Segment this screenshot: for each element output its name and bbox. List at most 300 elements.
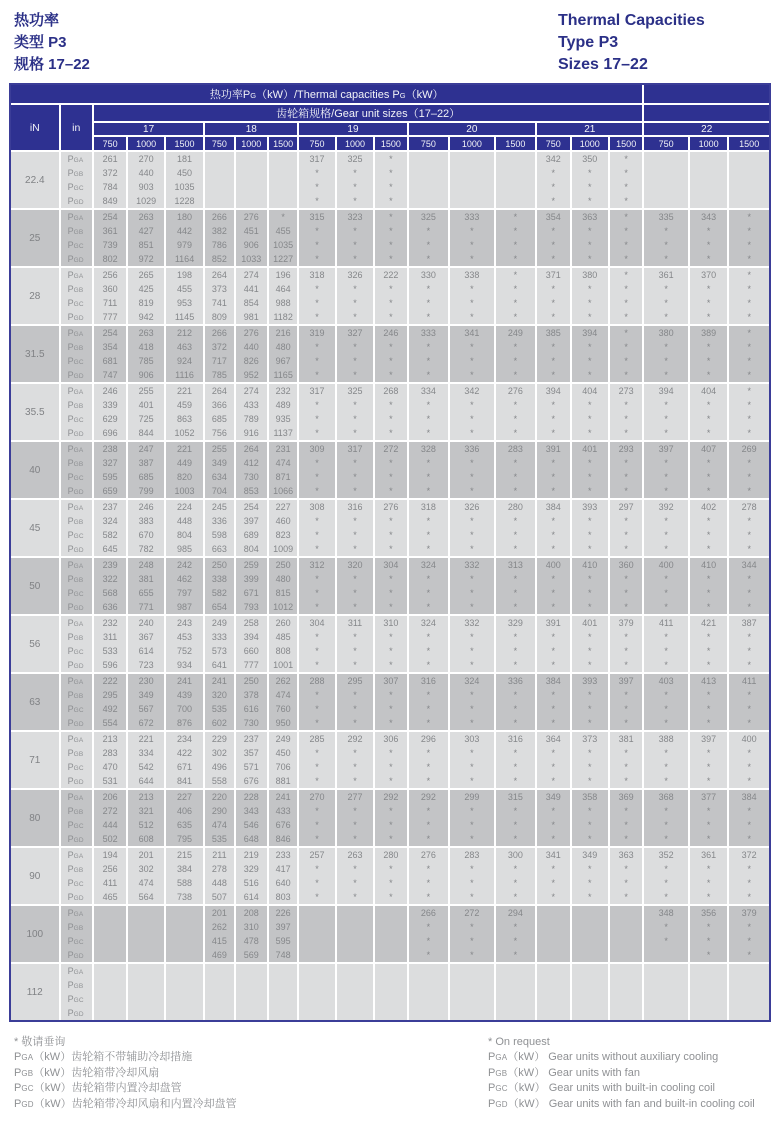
on-request-cell: * bbox=[689, 600, 728, 615]
on-request-cell: * bbox=[571, 368, 609, 383]
empty-cell bbox=[268, 978, 298, 992]
empty-cell bbox=[689, 194, 728, 209]
empty-cell bbox=[268, 1006, 298, 1020]
on-request-cell: * bbox=[408, 688, 449, 702]
row-label: PGB bbox=[60, 920, 93, 934]
value-cell: 573 bbox=[204, 644, 234, 658]
gear-sizes-blank-cell bbox=[643, 104, 769, 122]
on-request-cell: * bbox=[408, 514, 449, 528]
table-row-28-PGD bbox=[11, 310, 769, 325]
value-cell: 571 bbox=[235, 760, 268, 774]
on-request-cell: * bbox=[728, 702, 769, 716]
on-request-cell: * bbox=[609, 876, 643, 890]
on-request-cell: * bbox=[728, 818, 769, 832]
table-row-90-PGA bbox=[11, 847, 769, 862]
table-body bbox=[11, 151, 769, 1020]
value-cell: 316 bbox=[408, 673, 449, 688]
value-cell: 201 bbox=[127, 847, 164, 862]
empty-cell bbox=[374, 948, 407, 963]
value-cell: 358 bbox=[571, 789, 609, 804]
on-request-cell: * bbox=[495, 658, 536, 673]
table-row-56-PGB bbox=[11, 630, 769, 644]
empty-cell bbox=[495, 992, 536, 1006]
value-cell: 672 bbox=[127, 716, 164, 731]
on-request-cell: * bbox=[728, 890, 769, 905]
empty-cell bbox=[449, 151, 495, 166]
on-request-cell: * bbox=[336, 862, 374, 876]
empty-cell bbox=[336, 1006, 374, 1020]
footnote-line: PGB（kW）齿轮箱带冷却风扇 bbox=[14, 1066, 160, 1079]
value-cell: 384 bbox=[728, 789, 769, 804]
empty-cell bbox=[728, 978, 769, 992]
on-request-cell: * bbox=[689, 514, 728, 528]
row-label: PGA bbox=[60, 209, 93, 224]
table-row-71-PGC bbox=[11, 760, 769, 774]
value-cell: 311 bbox=[93, 630, 127, 644]
empty-cell bbox=[235, 180, 268, 194]
empty-cell bbox=[536, 978, 570, 992]
value-cell: 352 bbox=[643, 847, 689, 862]
speed-header-row bbox=[11, 136, 769, 151]
on-request-cell: * bbox=[449, 528, 495, 542]
empty-cell bbox=[374, 905, 407, 920]
empty-cell bbox=[609, 1006, 643, 1020]
value-cell: 777 bbox=[93, 310, 127, 325]
value-cell: 332 bbox=[449, 615, 495, 630]
on-request-cell: * bbox=[374, 180, 407, 194]
value-cell: 1035 bbox=[268, 238, 298, 252]
on-request-cell: * bbox=[571, 354, 609, 368]
empty-cell bbox=[268, 194, 298, 209]
on-request-cell: * bbox=[495, 890, 536, 905]
value-cell: 723 bbox=[127, 658, 164, 673]
value-cell: 410 bbox=[689, 557, 728, 572]
on-request-cell: * bbox=[689, 572, 728, 586]
ratio-cell: 112 bbox=[11, 963, 60, 1020]
table-row-45-PGC bbox=[11, 528, 769, 542]
row-label: PGC bbox=[60, 238, 93, 252]
value-cell: 433 bbox=[268, 804, 298, 818]
on-request-cell: * bbox=[374, 224, 407, 238]
value-cell: 254 bbox=[93, 209, 127, 224]
empty-cell bbox=[643, 194, 689, 209]
table-row-100-PGA bbox=[11, 905, 769, 920]
on-request-cell: * bbox=[728, 456, 769, 470]
empty-cell bbox=[268, 180, 298, 194]
value-cell: 219 bbox=[235, 847, 268, 862]
value-cell: 950 bbox=[268, 716, 298, 731]
on-request-cell: * bbox=[571, 688, 609, 702]
title-line-en-1: Thermal Capacities bbox=[558, 12, 705, 29]
value-cell: 480 bbox=[268, 340, 298, 354]
value-cell: 338 bbox=[204, 572, 234, 586]
row-label: PGD bbox=[60, 774, 93, 789]
value-cell: 304 bbox=[374, 557, 407, 572]
value-cell: 246 bbox=[374, 325, 407, 340]
value-cell: 826 bbox=[235, 354, 268, 368]
value-cell: 401 bbox=[571, 615, 609, 630]
on-request-cell: * bbox=[408, 412, 449, 426]
on-request-cell: * bbox=[495, 934, 536, 948]
value-cell: 262 bbox=[204, 920, 234, 934]
on-request-cell: * bbox=[609, 760, 643, 774]
row-label: PGC bbox=[60, 180, 93, 194]
empty-cell bbox=[689, 166, 728, 180]
on-request-cell: * bbox=[571, 282, 609, 296]
value-cell: 535 bbox=[204, 832, 234, 847]
on-request-cell: * bbox=[643, 310, 689, 325]
on-request-cell: * bbox=[536, 644, 570, 658]
value-cell: 249 bbox=[495, 325, 536, 340]
value-cell: 315 bbox=[495, 789, 536, 804]
value-cell: 644 bbox=[127, 774, 164, 789]
on-request-cell: * bbox=[336, 238, 374, 252]
on-request-cell: * bbox=[689, 542, 728, 557]
footnote-line: PGA（kW）齿轮箱不带辅助冷却措施 bbox=[14, 1051, 193, 1063]
value-cell: 372 bbox=[728, 847, 769, 862]
value-cell: 369 bbox=[609, 789, 643, 804]
on-request-cell: * bbox=[571, 514, 609, 528]
value-cell: 608 bbox=[127, 832, 164, 847]
empty-cell bbox=[689, 180, 728, 194]
on-request-cell: * bbox=[298, 832, 335, 847]
empty-cell bbox=[268, 963, 298, 978]
value-cell: 820 bbox=[165, 470, 204, 484]
on-request-cell: * bbox=[536, 600, 570, 615]
on-request-cell: * bbox=[408, 572, 449, 586]
on-request-cell: * bbox=[495, 630, 536, 644]
value-cell: 655 bbox=[127, 586, 164, 600]
on-request-cell: * bbox=[571, 194, 609, 209]
footnote-note: * 敬请垂询 bbox=[14, 1036, 66, 1048]
on-request-cell: * bbox=[298, 600, 335, 615]
on-request-cell: * bbox=[571, 572, 609, 586]
on-request-cell: * bbox=[728, 398, 769, 412]
on-request-cell: * bbox=[643, 586, 689, 600]
empty-cell bbox=[235, 992, 268, 1006]
on-request-cell: * bbox=[298, 876, 335, 890]
value-cell: 303 bbox=[449, 731, 495, 746]
empty-cell bbox=[408, 978, 449, 992]
empty-cell bbox=[689, 151, 728, 166]
on-request-cell: * bbox=[408, 470, 449, 484]
table-row-56-PGA bbox=[11, 615, 769, 630]
value-cell: 349 bbox=[204, 456, 234, 470]
value-cell: 325 bbox=[408, 209, 449, 224]
on-request-cell: * bbox=[536, 224, 570, 238]
on-request-cell: * bbox=[336, 644, 374, 658]
on-request-cell: * bbox=[449, 296, 495, 310]
on-request-cell: * bbox=[336, 658, 374, 673]
value-cell: 952 bbox=[235, 368, 268, 383]
on-request-cell: * bbox=[571, 862, 609, 876]
empty-cell bbox=[93, 920, 127, 934]
value-cell: 685 bbox=[204, 412, 234, 426]
value-cell: 241 bbox=[204, 673, 234, 688]
value-cell: 274 bbox=[235, 267, 268, 282]
value-cell: 397 bbox=[268, 920, 298, 934]
value-cell: 418 bbox=[127, 340, 164, 354]
value-cell: 863 bbox=[165, 412, 204, 426]
empty-cell bbox=[495, 194, 536, 209]
value-cell: 290 bbox=[204, 804, 234, 818]
value-cell: 276 bbox=[374, 499, 407, 514]
on-request-cell: * bbox=[643, 426, 689, 441]
value-cell: 659 bbox=[93, 484, 127, 499]
on-request-cell: * bbox=[336, 166, 374, 180]
row-label: PGC bbox=[60, 818, 93, 832]
on-request-cell: * bbox=[449, 746, 495, 760]
value-cell: 406 bbox=[165, 804, 204, 818]
on-request-cell: * bbox=[536, 862, 570, 876]
value-cell: 564 bbox=[127, 890, 164, 905]
value-cell: 671 bbox=[235, 586, 268, 600]
value-cell: 906 bbox=[235, 238, 268, 252]
value-cell: 462 bbox=[165, 572, 204, 586]
value-cell: 412 bbox=[235, 456, 268, 470]
empty-cell bbox=[449, 166, 495, 180]
on-request-cell: * bbox=[495, 804, 536, 818]
on-request-cell: * bbox=[609, 542, 643, 557]
gear-sizes-row bbox=[11, 104, 769, 122]
value-cell: 516 bbox=[235, 876, 268, 890]
value-cell: 448 bbox=[204, 876, 234, 890]
value-cell: 568 bbox=[93, 586, 127, 600]
value-cell: 415 bbox=[204, 934, 234, 948]
value-cell: 245 bbox=[204, 499, 234, 514]
value-cell: 302 bbox=[127, 862, 164, 876]
value-cell: 263 bbox=[336, 847, 374, 862]
value-cell: 636 bbox=[93, 600, 127, 615]
empty-cell bbox=[609, 934, 643, 948]
row-label: PGB bbox=[60, 978, 93, 992]
on-request-cell: * bbox=[571, 746, 609, 760]
table-row-31.5-PGB bbox=[11, 340, 769, 354]
value-cell: 400 bbox=[643, 557, 689, 572]
value-cell: 394 bbox=[235, 630, 268, 644]
on-request-cell: * bbox=[689, 876, 728, 890]
value-cell: 756 bbox=[204, 426, 234, 441]
table-row-45-PGA bbox=[11, 499, 769, 514]
empty-cell bbox=[268, 992, 298, 1006]
value-cell: 221 bbox=[165, 441, 204, 456]
on-request-cell: * bbox=[495, 774, 536, 789]
on-request-cell: * bbox=[449, 862, 495, 876]
on-request-cell: * bbox=[298, 760, 335, 774]
on-request-cell: * bbox=[449, 252, 495, 267]
value-cell: 255 bbox=[204, 441, 234, 456]
on-request-cell: * bbox=[495, 456, 536, 470]
on-request-cell: * bbox=[609, 716, 643, 731]
on-request-cell: * bbox=[689, 920, 728, 934]
value-cell: 823 bbox=[268, 528, 298, 542]
value-cell: 442 bbox=[165, 224, 204, 238]
value-cell: 384 bbox=[536, 673, 570, 688]
row-label: PGD bbox=[60, 600, 93, 615]
empty-cell bbox=[495, 166, 536, 180]
on-request-cell: * bbox=[728, 296, 769, 310]
empty-cell bbox=[536, 992, 570, 1006]
value-cell: 215 bbox=[165, 847, 204, 862]
empty-cell bbox=[93, 948, 127, 963]
value-cell: 397 bbox=[643, 441, 689, 456]
value-cell: 852 bbox=[204, 252, 234, 267]
on-request-cell: * bbox=[374, 166, 407, 180]
on-request-cell: * bbox=[449, 644, 495, 658]
table-row-56-PGD bbox=[11, 658, 769, 673]
value-cell: 786 bbox=[204, 238, 234, 252]
row-label: PGB bbox=[60, 514, 93, 528]
value-cell: 450 bbox=[268, 746, 298, 760]
value-cell: 629 bbox=[93, 412, 127, 426]
empty-cell bbox=[536, 963, 570, 978]
on-request-cell: * bbox=[536, 760, 570, 774]
empty-cell bbox=[536, 905, 570, 920]
value-cell: 198 bbox=[165, 267, 204, 282]
value-cell: 881 bbox=[268, 774, 298, 789]
on-request-cell: * bbox=[374, 818, 407, 832]
on-request-cell: * bbox=[571, 658, 609, 673]
on-request-cell: * bbox=[728, 368, 769, 383]
on-request-cell: * bbox=[298, 194, 335, 209]
value-cell: 318 bbox=[408, 499, 449, 514]
table-row-80-PGB bbox=[11, 804, 769, 818]
value-cell: 397 bbox=[689, 731, 728, 746]
value-cell: 841 bbox=[165, 774, 204, 789]
value-cell: 308 bbox=[298, 499, 335, 514]
value-cell: 332 bbox=[449, 557, 495, 572]
value-cell: 916 bbox=[235, 426, 268, 441]
on-request-cell: * bbox=[643, 630, 689, 644]
empty-cell bbox=[336, 948, 374, 963]
on-request-cell: * bbox=[374, 528, 407, 542]
row-label: PGA bbox=[60, 789, 93, 804]
speed-header-21-1500: 1500 bbox=[609, 136, 643, 151]
value-cell: 180 bbox=[165, 209, 204, 224]
on-request-cell: * bbox=[495, 484, 536, 499]
on-request-cell: * bbox=[609, 426, 643, 441]
value-cell: 985 bbox=[165, 542, 204, 557]
value-cell: 463 bbox=[165, 340, 204, 354]
on-request-cell: * bbox=[336, 818, 374, 832]
on-request-cell: * bbox=[374, 644, 407, 658]
value-cell: 300 bbox=[495, 847, 536, 862]
value-cell: 360 bbox=[609, 557, 643, 572]
speed-header-18-1000: 1000 bbox=[235, 136, 268, 151]
value-cell: 294 bbox=[495, 905, 536, 920]
empty-cell bbox=[235, 194, 268, 209]
value-cell: 558 bbox=[204, 774, 234, 789]
on-request-cell: * bbox=[298, 702, 335, 716]
value-cell: 388 bbox=[643, 731, 689, 746]
row-label: PGB bbox=[60, 224, 93, 238]
on-request-cell: * bbox=[609, 238, 643, 252]
on-request-cell: * bbox=[728, 658, 769, 673]
footnote-line: PGC（kW）齿轮箱带内置冷却盘管 bbox=[14, 1082, 182, 1094]
on-request-cell: * bbox=[408, 948, 449, 963]
on-request-cell: * bbox=[689, 426, 728, 441]
table-row-71-PGA bbox=[11, 731, 769, 746]
ratio-cell: 80 bbox=[11, 789, 60, 847]
on-request-cell: * bbox=[495, 514, 536, 528]
value-cell: 296 bbox=[408, 731, 449, 746]
row-label: PGA bbox=[60, 847, 93, 862]
on-request-cell: * bbox=[609, 586, 643, 600]
table-row-45-PGD bbox=[11, 542, 769, 557]
on-request-cell: * bbox=[495, 818, 536, 832]
value-cell: 784 bbox=[93, 180, 127, 194]
value-cell: 212 bbox=[165, 325, 204, 340]
empty-cell bbox=[449, 194, 495, 209]
value-cell: 569 bbox=[235, 948, 268, 963]
on-request-cell: * bbox=[374, 572, 407, 586]
on-request-cell: * bbox=[536, 282, 570, 296]
on-request-cell: * bbox=[336, 760, 374, 774]
value-cell: 474 bbox=[268, 688, 298, 702]
on-request-cell: * bbox=[298, 688, 335, 702]
on-request-cell: * bbox=[298, 514, 335, 528]
value-cell: 221 bbox=[127, 731, 164, 746]
on-request-cell: * bbox=[643, 862, 689, 876]
value-cell: 241 bbox=[165, 673, 204, 688]
on-request-cell: * bbox=[728, 600, 769, 615]
value-cell: 231 bbox=[268, 441, 298, 456]
footnote-line: PGA（kW） Gear units without auxiliary cooling bbox=[488, 1051, 719, 1063]
on-request-cell: * bbox=[536, 238, 570, 252]
empty-cell bbox=[336, 963, 374, 978]
on-request-cell: * bbox=[728, 528, 769, 542]
on-request-cell: * bbox=[728, 774, 769, 789]
value-cell: 987 bbox=[165, 600, 204, 615]
empty-cell bbox=[449, 978, 495, 992]
table-row-25-PGA bbox=[11, 209, 769, 224]
on-request-cell: * bbox=[571, 818, 609, 832]
on-request-cell: * bbox=[536, 310, 570, 325]
empty-cell bbox=[728, 1006, 769, 1020]
on-request-cell: * bbox=[689, 238, 728, 252]
value-cell: 274 bbox=[235, 383, 268, 398]
row-label: PGD bbox=[60, 484, 93, 499]
on-request-cell: * bbox=[571, 310, 609, 325]
row-label: PGB bbox=[60, 746, 93, 760]
value-cell: 326 bbox=[336, 267, 374, 282]
value-cell: 354 bbox=[536, 209, 570, 224]
value-cell: 853 bbox=[235, 484, 268, 499]
value-cell: 849 bbox=[93, 194, 127, 209]
empty-cell bbox=[127, 963, 164, 978]
value-cell: 444 bbox=[93, 818, 127, 832]
value-cell: 321 bbox=[127, 804, 164, 818]
on-request-cell: * bbox=[536, 832, 570, 847]
column-header-speed: in bbox=[60, 104, 93, 151]
value-cell: 208 bbox=[235, 905, 268, 920]
value-cell: 313 bbox=[495, 557, 536, 572]
empty-cell bbox=[643, 180, 689, 194]
on-request-cell: * bbox=[495, 542, 536, 557]
on-request-cell: * bbox=[449, 238, 495, 252]
empty-cell bbox=[689, 978, 728, 992]
on-request-cell: * bbox=[571, 644, 609, 658]
value-cell: 277 bbox=[336, 789, 374, 804]
value-cell: 596 bbox=[93, 658, 127, 673]
on-request-cell: * bbox=[728, 412, 769, 426]
on-request-cell: * bbox=[609, 151, 643, 166]
on-request-cell: * bbox=[536, 746, 570, 760]
value-cell: 381 bbox=[127, 572, 164, 586]
value-cell: 392 bbox=[643, 499, 689, 514]
value-cell: 293 bbox=[609, 441, 643, 456]
on-request-cell: * bbox=[449, 412, 495, 426]
